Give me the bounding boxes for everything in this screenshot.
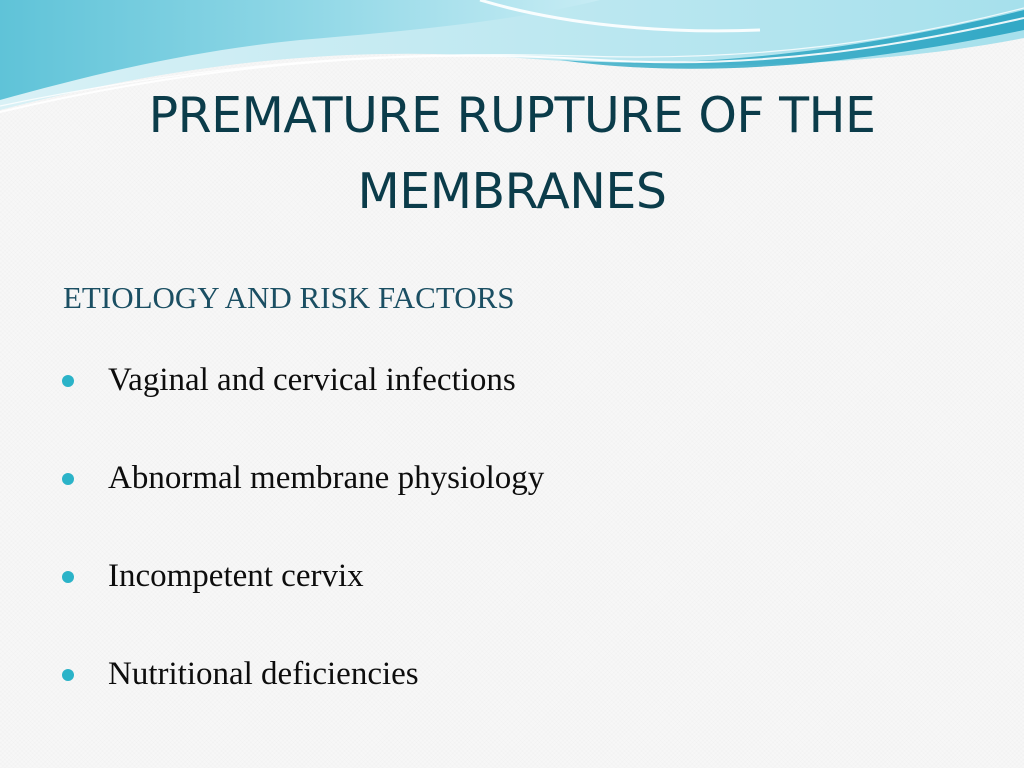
bullet-item <box>62 654 544 752</box>
bullet-list <box>62 360 544 752</box>
bullet-item <box>62 360 544 458</box>
bullet-text: Abnormal membrane physiology <box>108 460 545 496</box>
bullet-text: Incompetent cervix <box>108 558 364 594</box>
bullet-circle-icon <box>62 473 74 485</box>
bullet-text: Nutritional deficiencies <box>108 656 419 692</box>
bullet-item <box>62 458 544 556</box>
bullet-circle-icon <box>62 375 74 387</box>
slide-title: PREMATURE RUPTURE OF THE MEMBRANES <box>148 87 876 220</box>
slide-subtitle: ETIOLOGY AND RISK FACTORS <box>63 280 515 315</box>
bullet-circle-icon <box>62 669 74 681</box>
bullet-text: Vaginal and cervical infections <box>108 362 516 398</box>
bullet-circle-icon <box>62 571 74 583</box>
bullet-item <box>62 556 544 654</box>
